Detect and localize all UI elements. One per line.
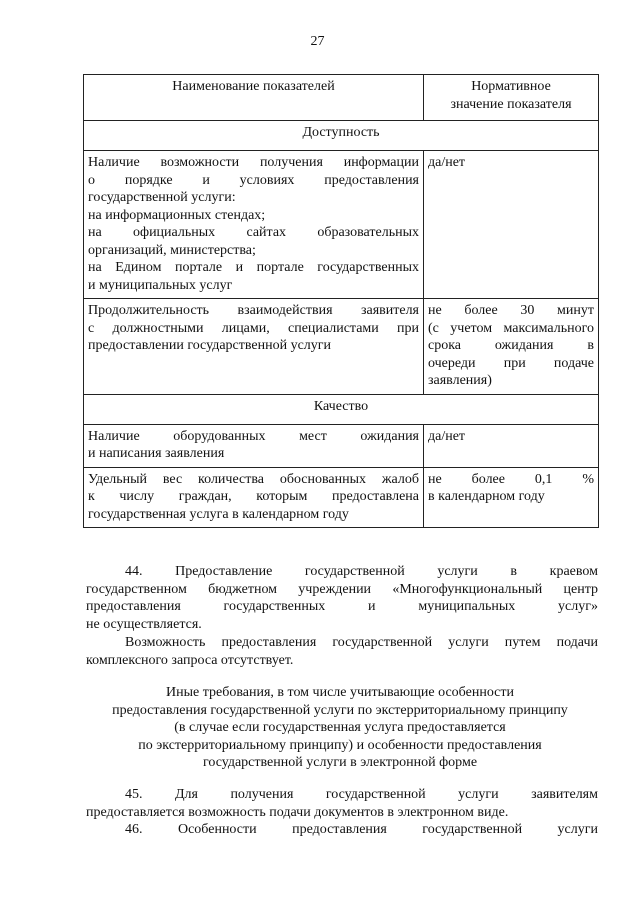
table-row [84, 151, 599, 299]
section-access-title: Доступность [84, 121, 599, 151]
cell-line: не более 0,1 % [428, 471, 594, 487]
heading-line: (в случае если государственная услуга предоставляется [174, 720, 506, 735]
paragraph-complex-request [86, 634, 598, 669]
cell-line: Продолжительность взаимодействия заявителя [88, 303, 419, 318]
paragraph-line: государственном бюджетном учреждении «Многофункциональный центр [86, 581, 598, 597]
cell-line: очереди при подаче [428, 355, 594, 371]
table-row [84, 424, 599, 467]
value-cell: да/нет [424, 424, 599, 467]
indicator-cell [84, 467, 424, 528]
paragraph-line: 45. Для получения государственной услуги заявителям [125, 787, 598, 802]
cell-line: предоставлении государственной услуги [88, 338, 332, 353]
cell-line: государственная услуга в календарном году [88, 506, 349, 522]
cell-line: не более 30 минут [428, 303, 594, 318]
cell-line: Наличие оборудованных мест ожидания [88, 428, 419, 444]
cell-line: о порядке и условиях предоставления [88, 172, 419, 188]
cell-line: срока ожидания в [428, 338, 594, 353]
value-cell: да/нет [424, 151, 599, 299]
header-normative-value [424, 75, 599, 121]
cell-line: с должностными лицами, специалистами при [88, 320, 419, 336]
cell-line: к числу граждан, которым предоставлена [88, 489, 419, 504]
indicator-cell [84, 424, 424, 467]
indicator-cell [84, 151, 424, 299]
cell-line: на Едином портале и портале государственных [88, 260, 419, 275]
table-row [84, 467, 599, 528]
header-indicator-name: Наименование показателей [84, 75, 424, 121]
table-row [84, 299, 599, 395]
header-normative-line2: значение показателя [450, 96, 572, 112]
heading-line: государственной услуги в электронной форме [202, 755, 478, 770]
section-row-access [84, 121, 599, 151]
paragraph-line: 46. Особенности предоставления государственной услуги [125, 822, 598, 837]
cell-line: на информационных стендах; [88, 207, 266, 223]
heading-line: по экстерриториальному принципу) и особенности предоставления [138, 737, 542, 753]
cell-line: (с учетом максимального [428, 320, 594, 336]
indicators-table [83, 74, 599, 528]
indicator-cell [84, 299, 424, 395]
paragraph-line: предоставляется возможность подачи документов в электронном виде. [86, 804, 509, 820]
value-cell [424, 467, 599, 528]
cell-line: и муниципальных услуг [88, 277, 233, 293]
cell-line: организаций, министерства; [88, 242, 256, 258]
section-row-quality [84, 394, 599, 424]
page-number: 27 [310, 34, 325, 49]
cell-line: Удельный вес количества обоснованных жалоб [88, 471, 419, 487]
section-quality-title: Качество [84, 394, 599, 424]
cell-line: в календарном году [428, 489, 545, 504]
cell-line: Наличие возможности получения информации [88, 155, 419, 170]
value-cell [424, 299, 599, 395]
table-header-row [84, 75, 599, 121]
section-heading [60, 684, 620, 772]
heading-line: предоставления государственной услуги по экстерриториальному принципу [112, 702, 568, 718]
paragraph-45 [86, 786, 598, 821]
cell-line: и написания заявления [88, 446, 225, 461]
paragraph-line: не осуществляется. [86, 616, 202, 632]
heading-line: Иные требования, в том числе учитывающие особенности [165, 685, 514, 700]
header-normative-line1: Нормативное [471, 79, 551, 94]
paragraph-line: 44. Предоставление государственной услуги в краевом [125, 564, 598, 579]
paragraph-line: предоставления государственных и муниципальных услуг» [86, 599, 598, 614]
paragraph-line: Возможность предоставления государственной услуги путем подачи [125, 635, 598, 650]
paragraph-44 [86, 563, 598, 633]
paragraph-46 [86, 821, 598, 839]
paragraph-line: комплексного запроса отсутствует. [86, 652, 294, 668]
cell-line: государственной услуги: [88, 190, 236, 205]
cell-line: заявления) [428, 373, 492, 388]
cell-line: на официальных сайтах образовательных [88, 225, 419, 240]
